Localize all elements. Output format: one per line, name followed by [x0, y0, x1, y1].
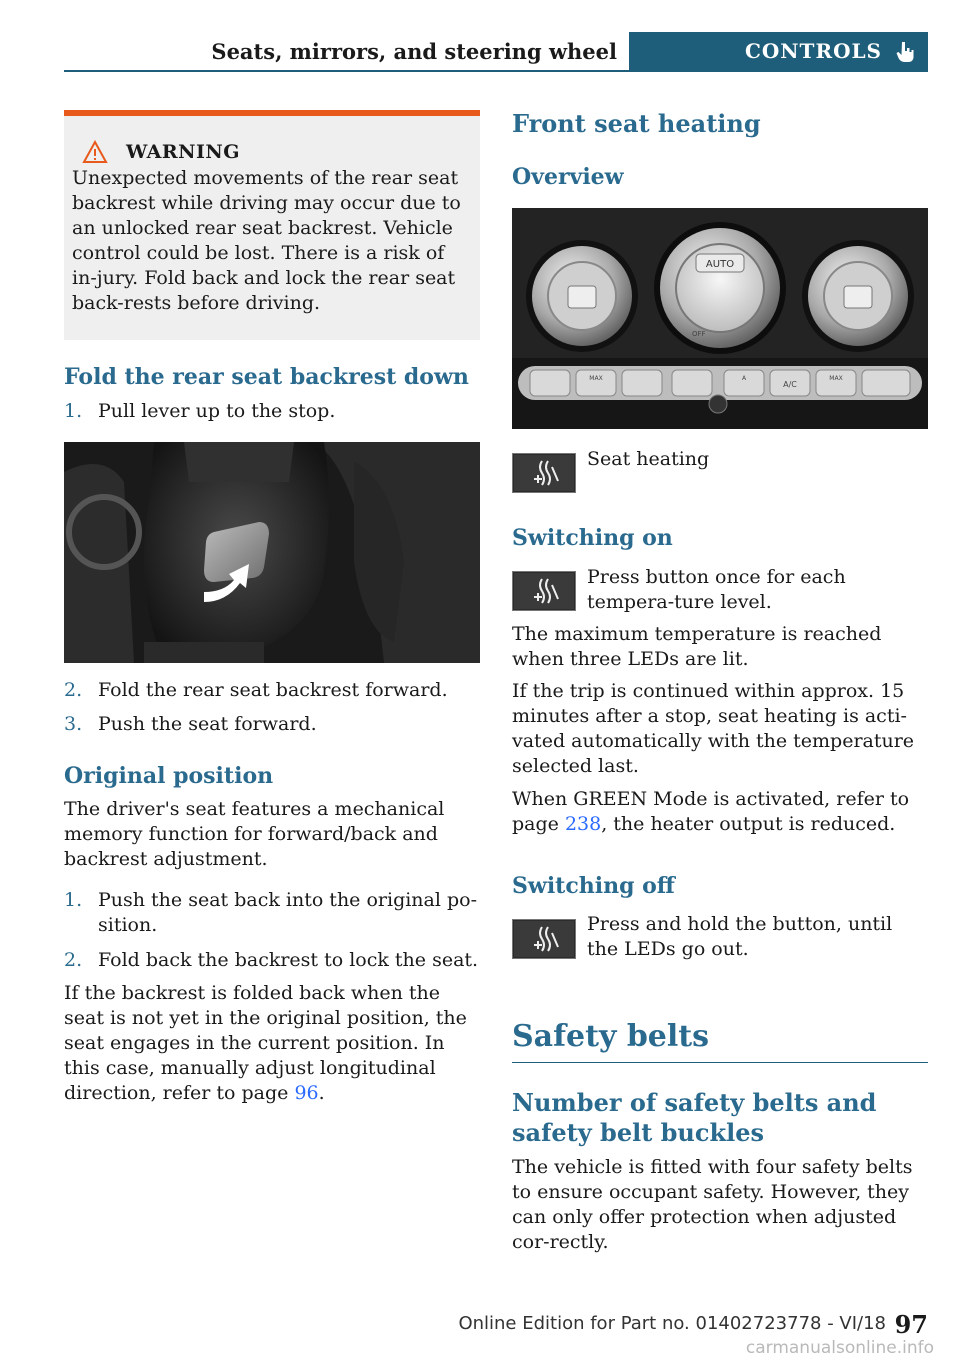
overview-heading: Overview: [512, 164, 624, 190]
heating-paragraph-1: The maximum temperature is reached when three LEDs are lit.: [512, 623, 882, 670]
safety-belts-heading: Safety belts: [512, 1019, 710, 1054]
warning-title: WARNING: [126, 141, 241, 163]
watermark: carmanualsonline.info: [745, 1338, 934, 1358]
page-link-238[interactable]: 238: [564, 813, 602, 835]
fold-heading: Fold the rear seat backrest down: [64, 364, 469, 390]
step-text: Pull lever up to the stop.: [98, 400, 336, 422]
heating-heading: Front seat heating: [512, 109, 761, 138]
switching-off-heading: Switching off: [512, 873, 675, 899]
step-number: 1.: [64, 400, 83, 422]
warning-text: Unexpected movements of the rear seat backrest while driving may occur due to an unlocked rear seat backrest. Vehicle control could be lost. There is a risk of in-jury. Fold back and lock the rear seat back-rests before driving.: [72, 167, 461, 314]
page-link-96[interactable]: 96: [294, 1082, 319, 1104]
note-end: .: [318, 1082, 325, 1104]
belts-text: The vehicle is fitted with four safety belts to ensure occupant safety. However, they can only offer protection when adjusted cor-rectly.: [512, 1156, 913, 1253]
seat-heating-button-icon: [512, 919, 576, 959]
step-text: Push the seat forward.: [98, 713, 317, 735]
switching-off-text: Press and hold the button, until the LEDs go out.: [587, 913, 893, 960]
original-heading: Original position: [64, 763, 274, 789]
step-text: Fold the rear seat backrest forward.: [98, 679, 448, 701]
step-number: 2.: [64, 949, 83, 971]
switching-on-text: Press button once for each tempera-ture level.: [587, 566, 846, 613]
chapter-label: CONTROLS: [744, 39, 882, 63]
seat-heating-button-icon: [512, 571, 576, 611]
seat-heating-label: Seat heating: [587, 448, 710, 470]
note-text: If the backrest is folded back when the seat is not yet in the original position, the seat engages in the current position. In this case, manually adjust longitudinal direction, refer to page: [64, 982, 467, 1104]
off-label: OFF: [692, 330, 706, 338]
edition-footer: Online Edition for Part no. 01402723778 - VI/18: [458, 1313, 886, 1334]
step-text: Push the seat back into the original po-sition.: [98, 889, 478, 936]
original-step-1: [64, 888, 480, 938]
seat-lever-illustration: [64, 442, 480, 663]
step-number: 2.: [64, 679, 83, 701]
belts-sub-heading: Number of safety belts and safety belt buckles: [512, 1088, 877, 1147]
heating-paragraph-2: If the trip is continued within approx. 15 minutes after a stop, seat heating is acti-vated automatically with the temperature selected last.: [512, 680, 915, 777]
original-intro: The driver's seat features a mechanical memory function for forward/back and backrest adjustment.: [64, 798, 445, 870]
pointing-hand-icon: [894, 40, 916, 62]
section-rule: [512, 1062, 928, 1063]
seat-heating-button-icon: [512, 453, 576, 493]
step-text: Fold back the backrest to lock the seat.: [98, 949, 479, 971]
auto-label: AUTO: [705, 259, 735, 270]
header-rule: [64, 70, 928, 72]
original-note: [64, 981, 480, 1106]
fold-step-1: [64, 399, 480, 424]
warning-title-row: [72, 138, 472, 166]
max-label: MAX: [589, 375, 603, 382]
climate-panel-illustration: [512, 208, 928, 429]
step-number: 3.: [64, 713, 83, 735]
seat-lever-photo: [64, 442, 480, 663]
ac-label: A/C: [783, 380, 797, 389]
warning-triangle-icon: [82, 140, 108, 164]
fold-step-2: [64, 678, 480, 703]
chapter-tab: [629, 32, 928, 70]
page-number: 97: [894, 1310, 928, 1339]
fold-step-3: [64, 712, 480, 737]
am-label: A: [741, 375, 747, 382]
climate-panel-photo: [512, 208, 928, 429]
p3-text: When GREEN Mode is activated, refer to page: [512, 788, 910, 835]
maxac-label: MAX: [829, 375, 843, 382]
original-step-2: [64, 948, 480, 973]
warning-box: [64, 110, 480, 340]
step-number: 1.: [64, 889, 83, 911]
heating-paragraph-3: [512, 787, 928, 837]
running-header-section: Seats, mirrors, and steering wheel: [211, 39, 617, 64]
switching-on-heading: Switching on: [512, 525, 673, 551]
p3-end: , the heater output is reduced.: [601, 813, 896, 835]
